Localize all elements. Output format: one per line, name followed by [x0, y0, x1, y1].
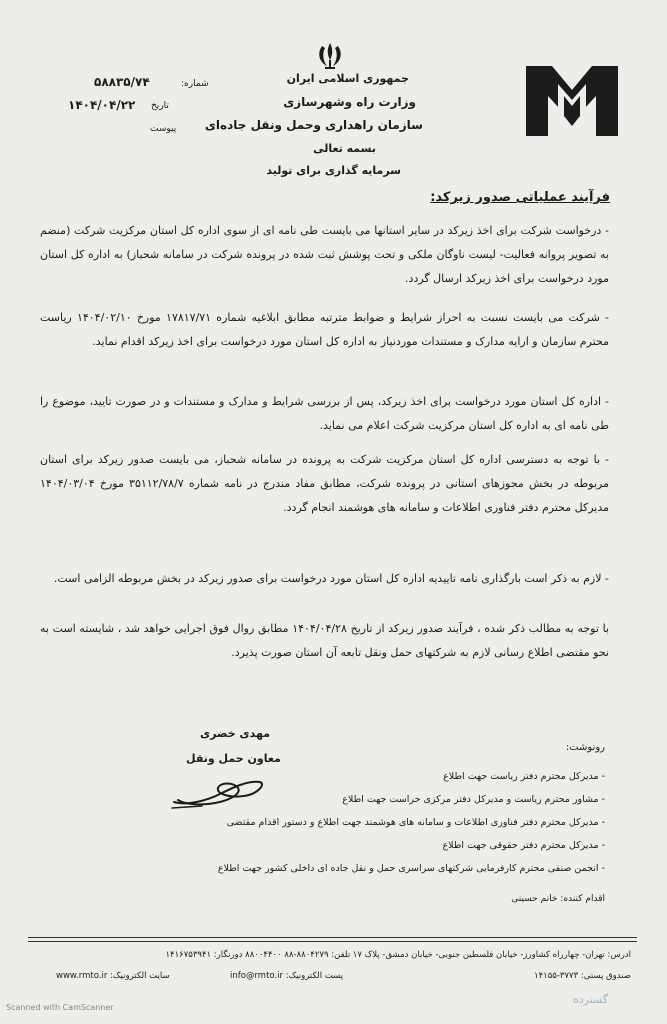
site-watermark: گسترده — [573, 993, 609, 1006]
cc-item: - مدیرکل محترم دفتر ریاست جهت اطلاع — [443, 771, 605, 782]
executor: اقدام کننده: خانم حسینی — [511, 894, 605, 904]
website-url: www.rmto.ir — [56, 971, 108, 981]
header-ministry: وزارت راه وشهرسازی — [283, 95, 416, 109]
cc-list — [218, 765, 605, 880]
attachment-label: پیوست — [150, 124, 177, 134]
rmto-logo-icon — [522, 60, 622, 142]
footer-divider — [28, 941, 637, 942]
header-slogan: سرمایه گذاری برای تولید — [266, 164, 401, 177]
email-address: info@rmto.ir — [230, 971, 284, 981]
footer-postbox: صندوق پستی: ۳۷۷۳-۱۴۱۵۵ — [534, 971, 631, 981]
header-country: جمهوری اسلامی ایران — [286, 72, 409, 85]
cc-title: رونوشت: — [565, 742, 605, 753]
scanner-watermark: Scanned with CamScanner — [6, 1003, 114, 1012]
paragraph-4: - با توجه به دسترسی اداره کل استان مرکزیت شرکت به پرونده در سامانه شحباز، می بایست صدور زیرکد برای استان مربوطه در بخش مجوزهای استانی در پرونده شرکت، مطابق مفاد مندرج در نامه شماره ۳۵۱۱۲/۷۸/۷ مورخ ۱۴۰۴/۰۳/۰۴ مدیرکل محترم دفتر فناوری اطلاعات و سامانه های هوشمند انجام گردد. — [40, 453, 609, 514]
iran-emblem-icon — [314, 40, 346, 72]
number-label: شماره: — [181, 79, 209, 89]
signatory-name: مهدی خضری — [200, 727, 271, 740]
paragraph-3: - اداره کل استان مورد درخواست برای اخذ زیرکد، پس از بررسی شرایط و مدارک و مستندات و در صورت تایید، موضوع را طی نامه ای به اداره کل استان مرکزیت شرکت اعلام می نماید. — [40, 395, 609, 432]
letter-subject: فرآیند عملیاتی صدور زیرکد: — [430, 190, 610, 205]
letter-number: ۵۸۸۳۵/۷۴ — [94, 75, 150, 89]
date-label: تاریخ — [151, 101, 169, 111]
header-basmala: بسمه تعالی — [313, 142, 376, 155]
header-organization: سازمان راهداری وحمل ونقل جاده‌ای — [204, 118, 423, 132]
closing-paragraph: با توجه به مطالب ذکر شده ، فرآیند صدور زیرکد از تاریخ ۱۴۰۴/۰۴/۲۸ مطابق روال فوق اجرایی خواهد شد ، شایسته است به نحو مقتضی اطلاع رسانی لازم به شرکتهای حمل ونقل تابعه آن استان صورت پذیرد. — [40, 622, 609, 659]
cc-item: - مدیرکل محترم دفتر حقوقی جهت اطلاع — [442, 840, 605, 851]
paragraph-2: - شرکت می بایست نسبت به احراز شرایط و ضوابط مترتبه مطابق ابلاغیه شماره ۱۷۸۱۷/۷۱ مورخ ۱۴۰۴/۰۲/۱۰ ریاست محترم سازمان و ارایه مدارک و مستندات موردنیاز به اداره کل استان مورد درخواست برای اخذ زیرکد اقدام نماید. — [40, 311, 609, 348]
footer-address: ادرس: تهران- چهارراه کشاورز- خیابان فلسطین جنوبی- خیابان دمشق- پلاک ۱۷ تلفن: ۸۸۰۴۲۷۹-۸۸ ۸۸۰۰۴۴۰۰ دورنگار: ۱۴۱۶۷۵۳۹۴۱ — [165, 950, 631, 960]
website-label: سایت الکترونیک: — [110, 971, 170, 981]
signatory-title: معاون حمل ونقل — [186, 752, 281, 765]
paragraph-1: - درخواست شرکت برای اخذ زیرکد در سایر استانها می بایست طی نامه ای از سوی اداره کل استان مرکزیت شرکت (منضم به تصویر پروانه فعالیت- لیست ناوگان ملکی و تحت پوشش ثبت شده در پرونده شرکت در سامانه شحباز) به اداره کل استان مورد درخواست برای اخذ زیرکد ارسال گردد. — [40, 224, 609, 285]
cc-item: - انجمن صنفی محترم کارفرمایی شرکتهای سراسری حمل و نقل جاده ای داخلی کشور جهت اطلاع — [217, 863, 605, 874]
cc-item: - مشاور محترم ریاست و مدیرکل دفتر مرکزی حراست جهت اطلاع — [342, 794, 605, 805]
cc-item: - مدیرکل محترم دفتر فناوری اطلاعات و سامانه های هوشمند جهت اطلاع و دستور اقدام مقتضی — [226, 817, 605, 828]
footer-divider — [28, 937, 637, 938]
footer-website — [56, 971, 170, 981]
email-label: پست الکترونیک: — [285, 971, 344, 981]
paragraph-5: - لازم به ذکر است بارگذاری نامه تاییدیه اداره کل استان مورد درخواست برای صدور زیرکد در بخش مربوطه الزامی است. — [53, 572, 609, 585]
letter-date: ۱۴۰۴/۰۴/۲۲ — [68, 98, 136, 112]
footer-email — [230, 971, 343, 981]
